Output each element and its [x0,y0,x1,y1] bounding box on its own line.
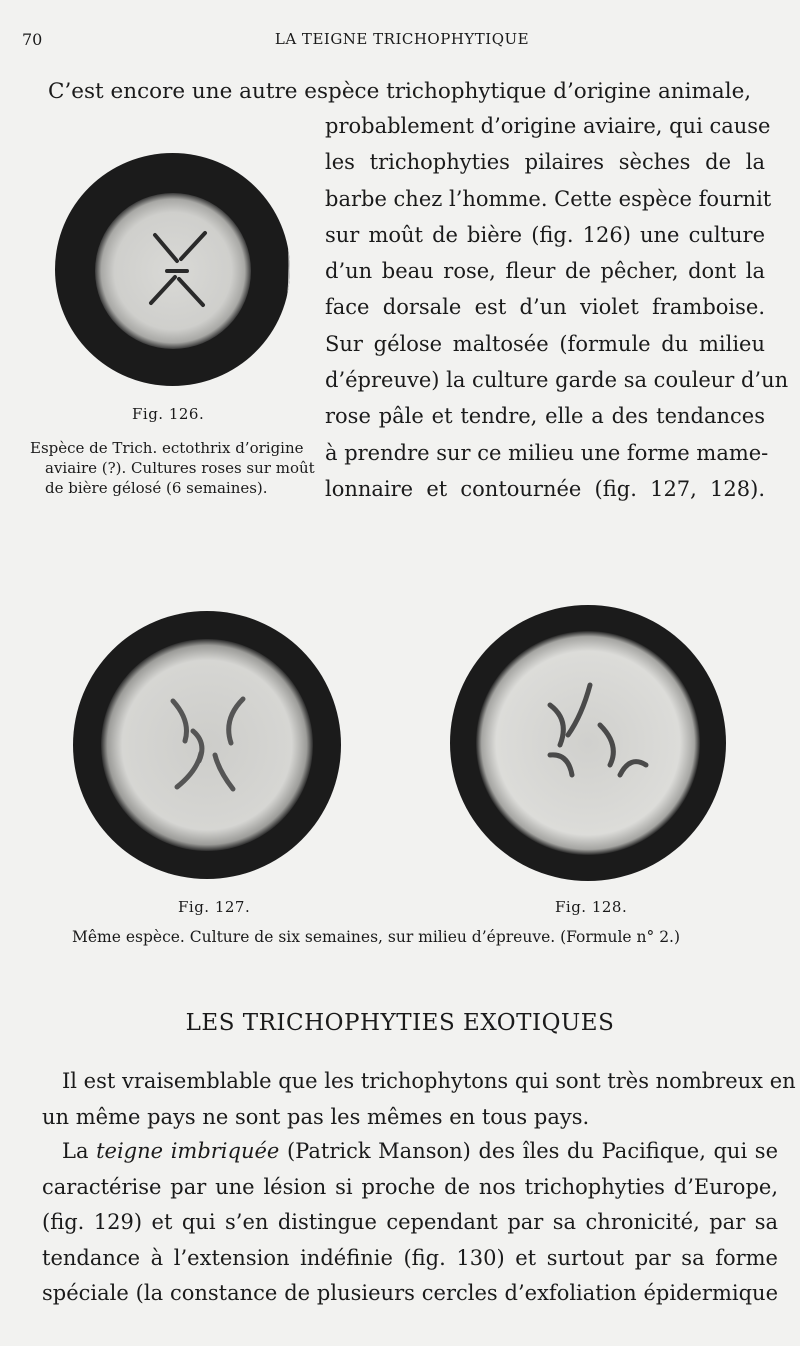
paragraph1-line: les trichophyties pilaires sèches de la [325,150,765,175]
figure127-culture-image [73,611,341,879]
figures127-128-caption: Même espèce. Culture de six semaines, sur milieu d’épreuve. (Formule n° 2.) [72,928,681,946]
figure128-label: Fig. 128. [555,898,628,916]
paragraph3-line: (fig. 129) et qui s’en distingue cependant par sa chronicité, par sa [42,1210,778,1234]
paragraph1-line: d’un beau rose, fleur de pêcher, dont la [325,259,765,284]
paragraph3-line: tendance à l’extension indéfinie (fig. 130) et surtout par sa forme [42,1245,778,1270]
figure126-label: Fig. 126. [132,405,205,423]
figure126-culture-image [55,153,290,386]
paragraph1-line: d’épreuve) la culture garde sa couleur d’un [325,368,789,393]
paragraph1-line: probablement d’origine aviaire, qui cause [325,114,771,138]
running-title: LA TEIGNE TRICHOPHYTIQUE [274,30,530,48]
paragraph1-line: barbe chez l’homme. Cette espèce fournit [325,186,772,211]
paragraph1-line: à prendre sur ce milieu une forme mame- [325,440,769,465]
paragraph1-body [325,108,789,507]
paragraph3-italic-term: teigne imbriquée [96,1139,280,1163]
figure127-culture-drawing [73,611,341,879]
section-title: LES TRICHOPHYTIES EXOTIQUES [185,1010,615,1036]
figure126-caption-line: Espèce de Trich. ectothrix d’origine [30,439,304,457]
figure128-culture-image [450,605,726,881]
paragraph1-line: rose pâle et tendre, elle a des tendances [325,404,765,429]
paragraph3-line: spéciale (la constance de plusieurs cercles d’exfoliation épidermique [42,1281,778,1305]
figure128-culture-drawing [450,605,726,881]
paragraph1-line: Sur gélose maltosée (formule du milieu [325,331,765,356]
paragraph3-line1-end: (Patrick Manson) des îles du Pacifique, qui se [279,1139,779,1163]
figure126-caption-line: de bière gélosé (6 semaines). [45,479,268,497]
paragraph1-first-line: C’est encore une autre espèce trichophytique d’origine animale, [48,79,752,104]
paragraph2-line: Il est vraisemblable que les trichophytons qui sont très nombreux en [62,1069,796,1093]
figure127-label: Fig. 127. [178,898,251,916]
paragraph2-line: un même pays ne sont pas les mêmes en tous pays. [42,1104,590,1129]
paragraph3-line: caractérise par une lésion si proche de nos trichophyties d’Europe, [42,1174,778,1199]
paragraph3-first-line [42,1134,778,1170]
figure126-caption [30,438,320,498]
figure126-caption-line: aviaire (?). Cultures roses sur moût [45,459,315,477]
paragraph1-line: lonnaire et contournée (fig. 127, 128). [325,476,765,501]
paragraph1-line: face dorsale est d’un violet framboise. [325,295,765,320]
paragraph1-line: sur moût de bière (fig. 126) une culture [325,222,765,247]
paragraph3 [42,1134,778,1312]
running-head [22,30,782,54]
figure126-culture-drawing [55,153,290,386]
page-number: 70 [22,30,43,49]
paragraph2 [42,1064,796,1135]
paragraph3-line1-start: La [62,1139,97,1163]
